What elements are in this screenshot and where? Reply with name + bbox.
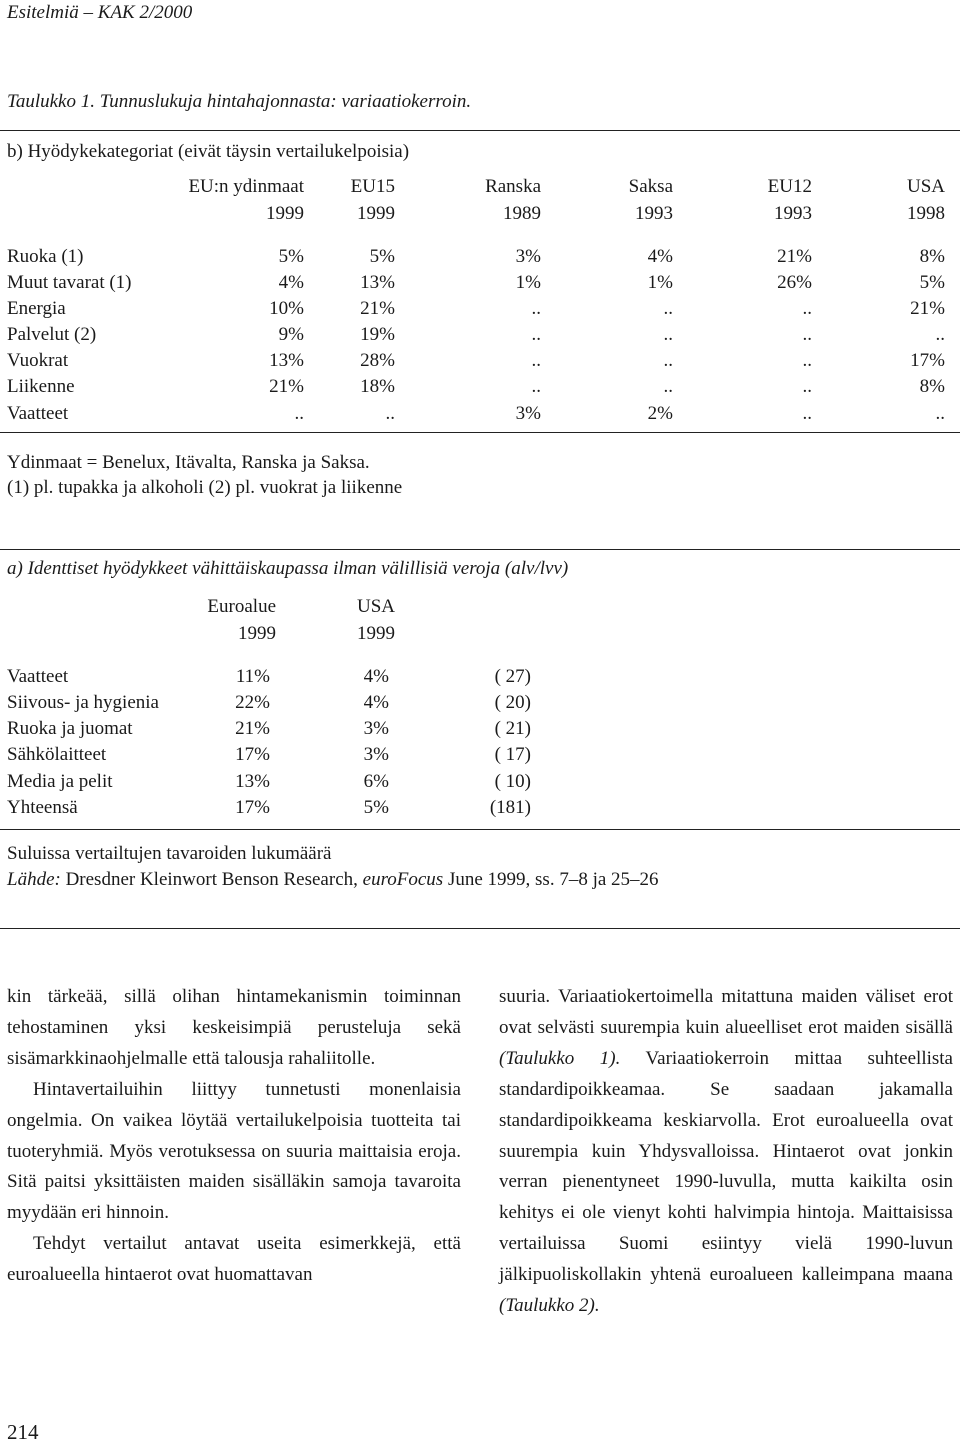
source-label: Lähde:	[7, 869, 61, 890]
table-cell: 8%	[919, 246, 945, 267]
table-cell: 3%	[363, 744, 389, 765]
table-reference: (Taulukko 1).	[499, 1047, 621, 1069]
table-cell: 3%	[363, 718, 389, 739]
table-cell: 21%	[360, 298, 395, 319]
page-number: 214	[7, 1420, 39, 1444]
table-caption: Taulukko 1. Tunnuslukuja hintahajonnasta: variaatiokerroin.	[7, 91, 472, 112]
table-cell: ..	[531, 350, 541, 371]
table-cell: 13%	[360, 272, 395, 293]
row-label: Palvelut (2)	[7, 324, 97, 345]
table-cell: 4%	[363, 666, 389, 687]
source-publication: euroFocus	[362, 869, 444, 890]
table-cell: ( 10)	[494, 771, 531, 792]
table-cell: ..	[802, 376, 812, 397]
table-cell: ( 17)	[494, 744, 531, 765]
source-text: Dresdner Kleinwort Benson Research,	[60, 869, 363, 890]
row-label: Ruoka ja juomat	[7, 718, 133, 739]
table-cell: ..	[802, 324, 812, 345]
table-a-bottom-rule	[0, 829, 960, 830]
body-paragraph: suuria. Variaatiokertoimella mitattuna maiden väliset erot ovat selvästi suurempia kuin alueelliset erot maiden sisällä (Taulukko 1). Variaatiokerroin mittaa suhteellista standardipoikkeamaa. Se saadaan jakamalla standardipoikkeama keskiarvolla. Erot euroalueella ovat suurempia kuin Yhdysvalloissa. Hintaerot ovat jonkin verran pienentyneet 1990-luvulla, mutta kaikilta osin kehitys ei ole vienyt kohti halvimpia hintoja. Maittaisissa vertailuissa Suomi esiintyy vielä 1990-luvun jälkipuoliskollakin yhtenä euroalueen kalleimpana maana (Taulukko 2).	[499, 986, 953, 1317]
column-year: 1998	[907, 203, 945, 224]
row-label: Siivous- ja hygienia	[7, 692, 159, 713]
table-cell: ..	[663, 324, 673, 345]
table-cell: ..	[935, 403, 945, 424]
table-cell: 13%	[269, 350, 304, 371]
column-year: 1999	[266, 203, 304, 224]
column-header: USA	[906, 176, 945, 197]
row-label: Ruoka (1)	[7, 246, 84, 267]
column-header: Saksa	[628, 176, 673, 197]
table-cell: 28%	[360, 350, 395, 371]
table-b-note-2: (1) pl. tupakka ja alkoholi (2) pl. vuokrat ja liikenne	[7, 477, 403, 498]
table-cell: ..	[531, 324, 541, 345]
table-cell: 19%	[360, 324, 395, 345]
table-cell: 22%	[235, 692, 270, 713]
column-header: EU:n ydinmaat	[188, 176, 304, 197]
table-cell: 17%	[235, 744, 270, 765]
table-cell: 4%	[278, 272, 304, 293]
table-cell: ..	[663, 298, 673, 319]
column-header: Euroalue	[207, 596, 276, 617]
column-year: 1999	[357, 623, 395, 644]
table-cell: 17%	[910, 350, 945, 371]
table-cell: 13%	[235, 771, 270, 792]
table-cell: 5%	[919, 272, 945, 293]
table-cell: 5%	[363, 797, 389, 818]
row-label: Vaatteet	[7, 666, 69, 687]
table-cell: ..	[531, 376, 541, 397]
table-cell: (181)	[489, 797, 531, 818]
table-cell: 1%	[647, 272, 673, 293]
table-cell: 21%	[235, 718, 270, 739]
table-cell: 10%	[269, 298, 304, 319]
table-cell: 21%	[777, 246, 812, 267]
running-header: Esitelmiä – KAK 2/2000	[7, 2, 193, 23]
table-cell: ..	[802, 350, 812, 371]
table-cell: 2%	[647, 403, 673, 424]
table-reference: (Taulukko 2).	[499, 1295, 600, 1317]
row-label: Liikenne	[7, 376, 75, 397]
row-label: Muut tavarat (1)	[7, 272, 132, 293]
column-year: 1989	[503, 203, 541, 224]
table-cell: 3%	[515, 403, 541, 424]
table-cell: ( 20)	[494, 692, 531, 713]
table-cell: 17%	[235, 797, 270, 818]
table-cell: 5%	[369, 246, 395, 267]
table-cell: 26%	[777, 272, 812, 293]
source-pages: June 1999, ss. 7–8 ja 25–26	[443, 869, 659, 890]
body-paragraph: Hintavertailuihin liittyy tunnetusti monenlaisia ongelmia. On vaikea löytää vertailukelpoisia tuotteita tai tuoteryhmiä. Myös verotuksessa on suuria maittaisia eroja. Sitä paitsi yksittäisten maiden sisälläkin samoja tavaroita myydään eri hinnoin.	[7, 1078, 461, 1224]
row-label: Vaatteet	[7, 403, 69, 424]
table-cell: 6%	[363, 771, 389, 792]
row-label: Yhteensä	[7, 797, 78, 818]
table-a-title: a) Identtiset hyödykkeet vähittäiskaupassa ilman välillisiä veroja (alv/lvv)	[7, 558, 569, 579]
body-top-rule	[0, 928, 960, 929]
table-a-source	[7, 869, 659, 891]
body-paragraph: kin tärkeää, sillä olihan hintamekanismin toiminnan tehostaminen yksi keskeisimpiä perusteluja sekä sisämarkkinaohjelmalle että talousja rahaliitolle.	[7, 986, 461, 1069]
table-cell: 21%	[910, 298, 945, 319]
table-cell: ..	[663, 350, 673, 371]
table-cell: ..	[663, 376, 673, 397]
table-cell: ..	[385, 403, 395, 424]
table-cell: 18%	[360, 376, 395, 397]
row-label: Vuokrat	[7, 350, 69, 371]
table-cell: 1%	[515, 272, 541, 293]
table-top-rule	[0, 130, 960, 131]
table-cell: ..	[294, 403, 304, 424]
row-label: Energia	[7, 298, 66, 319]
body-paragraph: Tehdyt vertailut antavat useita esimerkkejä, että euroalueella hintaerot ovat huomattavan	[7, 1233, 461, 1286]
table-cell: ..	[802, 298, 812, 319]
table-a-top-rule	[0, 549, 960, 550]
table-cell: 4%	[647, 246, 673, 267]
table-cell: 5%	[278, 246, 304, 267]
table-cell: ..	[802, 403, 812, 424]
body-column-left	[7, 982, 461, 1291]
column-header: EU12	[767, 176, 812, 197]
table-cell: 4%	[363, 692, 389, 713]
column-year: 1999	[238, 623, 276, 644]
row-label: Sähkölaitteet	[7, 744, 107, 765]
body-column-right	[499, 982, 953, 1322]
column-year: 1993	[635, 203, 673, 224]
column-year: 1993	[774, 203, 812, 224]
column-header: Ranska	[485, 176, 541, 197]
table-cell: 9%	[278, 324, 304, 345]
table-cell: ( 21)	[494, 718, 531, 739]
table-cell: ..	[531, 298, 541, 319]
table-cell: 8%	[919, 376, 945, 397]
table-cell: 11%	[235, 666, 270, 687]
table-cell: 21%	[269, 376, 304, 397]
row-label: Media ja pelit	[7, 771, 113, 792]
table-b-title: b) Hyödykekategoriat (eivät täysin vertailukelpoisia)	[7, 141, 410, 162]
table-a-note: Suluissa vertailtujen tavaroiden lukumäärä	[7, 843, 332, 864]
column-header: EU15	[350, 176, 395, 197]
column-year: 1999	[357, 203, 395, 224]
table-b-bottom-rule	[0, 432, 960, 433]
column-header: USA	[356, 596, 395, 617]
table-cell: ..	[935, 324, 945, 345]
table-cell: 3%	[515, 246, 541, 267]
table-cell: ( 27)	[494, 666, 531, 687]
table-b-note-1: Ydinmaat = Benelux, Itävalta, Ranska ja Saksa.	[7, 452, 370, 473]
